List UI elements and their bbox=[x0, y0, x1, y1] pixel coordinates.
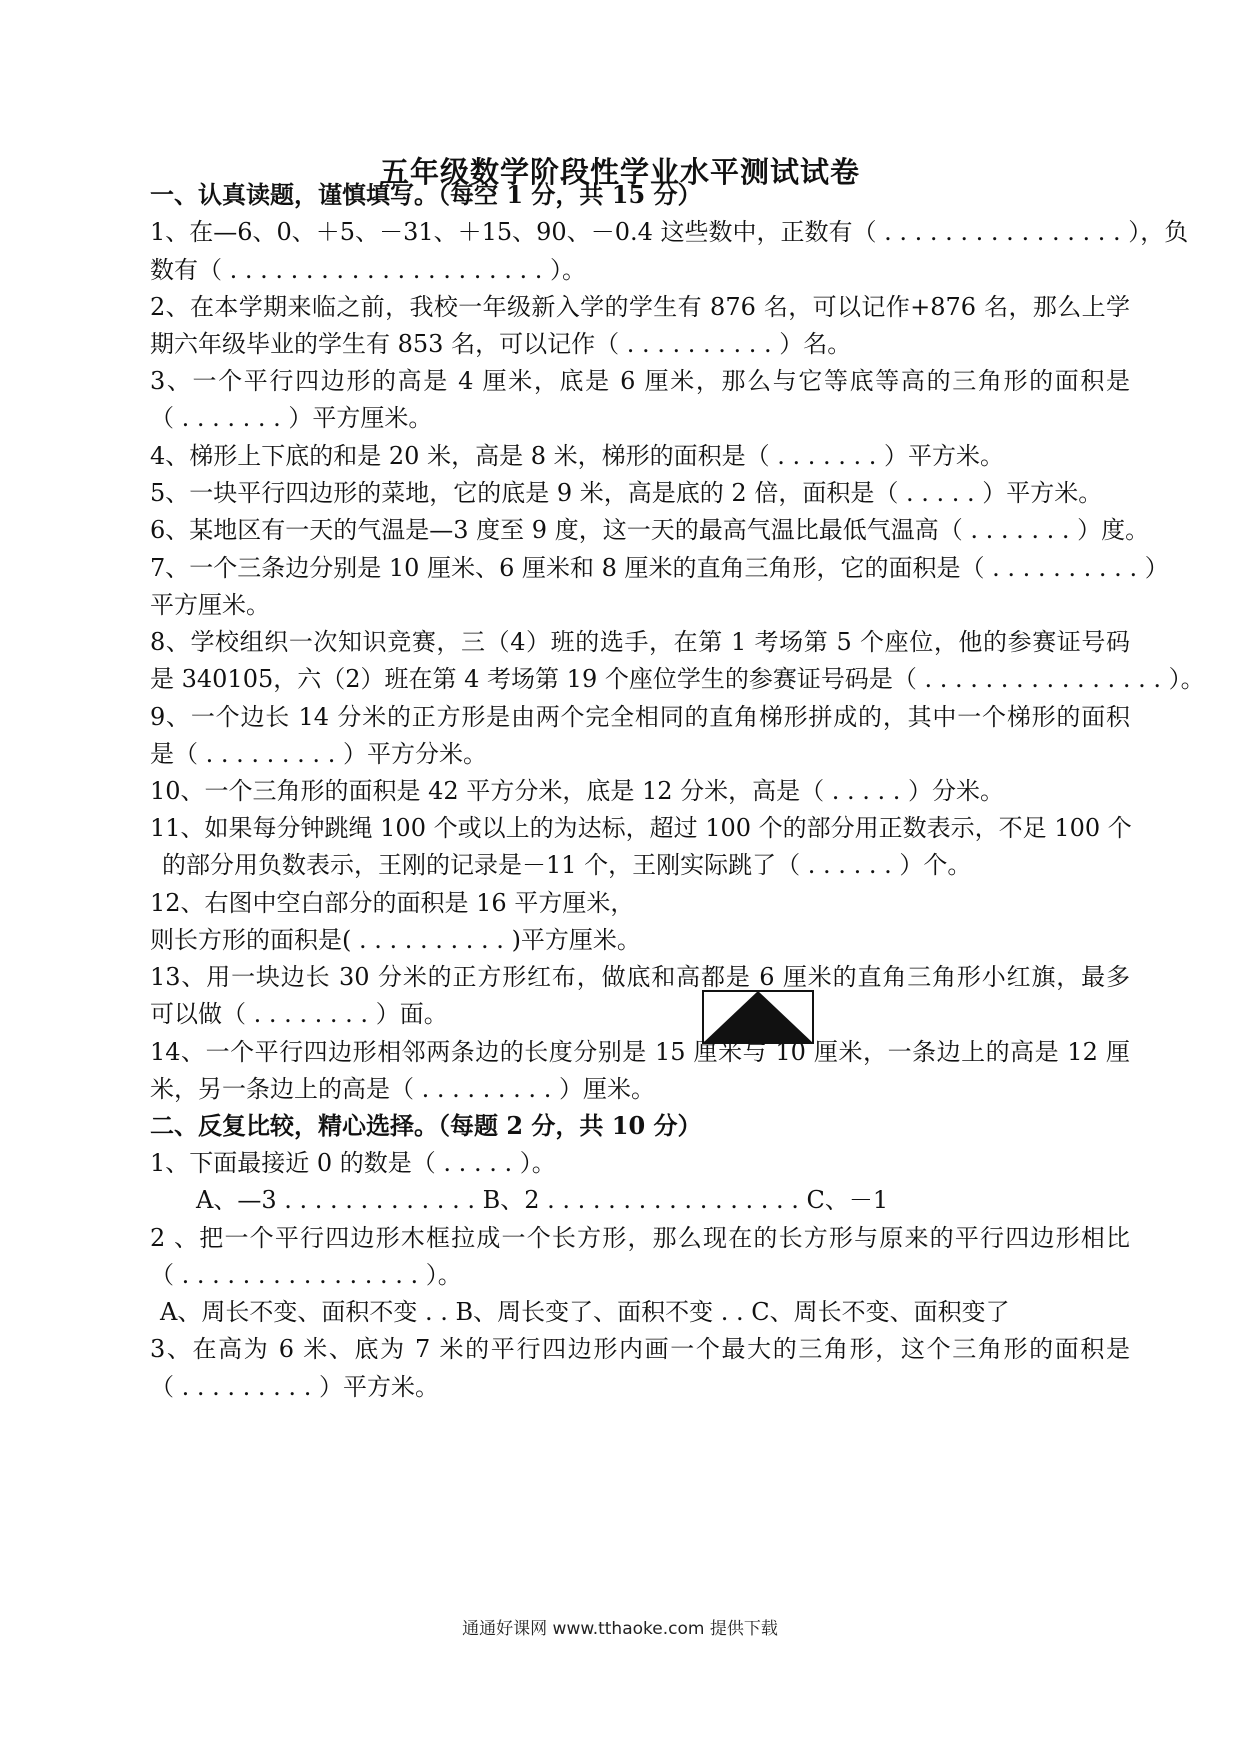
choice-question-2-options: A、周长不变、面积不变 . . B、周长变了、面积不变 . . C、周长不变、面积变了 bbox=[160, 1298, 1010, 1326]
question-7-line-2: 平方厘米。 bbox=[150, 591, 270, 619]
question-1-line-2: 数有（ . . . . . . . . . . . . . . . . . . . . . ）。 bbox=[150, 256, 587, 284]
choice-question-3-line-1: 3、在高为 6 米、底为 7 米的平行四边形内画一个最大的三角形，这个三角形的面积是 bbox=[150, 1335, 1130, 1363]
question-9-line-1: 9、一个边长 14 分米的正方形是由两个完全相同的直角梯形拼成的，其中一个梯形的面积 bbox=[150, 703, 1130, 731]
question-3-line-1: 3、一个平行四边形的高是 4 厘米，底是 6 厘米，那么与它等底等高的三角形的面积是 bbox=[150, 367, 1130, 395]
page-title: 五年级数学阶段性学业水平测试试卷 bbox=[379, 155, 860, 189]
question-14-line-2: 米，另一条边上的高是（ . . . . . . . . . ）厘米。 bbox=[150, 1075, 655, 1103]
question-6: 6、某地区有一天的气温是—3 度至 9 度，这一天的最高气温比最低气温高（ . . . . . . . ）度。 bbox=[150, 516, 1150, 544]
question-4: 4、梯形上下底的和是 20 米，高是 8 米，梯形的面积是（ . . . . . . . ）平方米。 bbox=[150, 442, 1005, 470]
choice-question-2-line-2: （ . . . . . . . . . . . . . . . . ）。 bbox=[150, 1261, 462, 1289]
page-footer: 通通好课网 www.tthaoke.com 提供下载 bbox=[462, 1619, 778, 1639]
question-7-line-1: 7、一个三条边分别是 10 厘米、6 厘米和 8 厘米的直角三角形，它的面积是（ . . . . . . . . . . ） bbox=[150, 554, 1169, 582]
section-2-heading: 二、反复比较，精心选择。（每题 2 分，共 10 分） bbox=[150, 1111, 702, 1140]
choice-question-1: 1、下面最接近 0 的数是（ . . . . . ）。 bbox=[150, 1149, 556, 1177]
question-8-line-2: 是 340105，六（2）班在第 4 考场第 19 个座位学生的参赛证号码是（ . . . . . . . . . . . . . . . . ）。 bbox=[150, 665, 1205, 693]
question-14-line-1: 14、一个平行四边形相邻两条边的长度分别是 15 厘米与 10 厘米，一条边上的高是 12 厘 bbox=[150, 1038, 1130, 1066]
question-12-line-1: 12、右图中空白部分的面积是 16 平方厘米， bbox=[150, 889, 635, 917]
question-8-line-1: 8、学校组织一次知识竞赛，三（4）班的选手，在第 1 考场第 5 个座位，他的参赛证号码 bbox=[150, 628, 1130, 656]
question-12-line-2: 则长方形的面积是( . . . . . . . . . . )平方厘米。 bbox=[150, 926, 641, 954]
question-13-line-2: 可以做（ . . . . . . . . ）面。 bbox=[150, 1000, 448, 1028]
choice-question-3-line-2: （ . . . . . . . . . ）平方米。 bbox=[150, 1373, 439, 1401]
question-2-line-1: 2、在本学期来临之前，我校一年级新入学的学生有 876 名，可以记作+876 名，那么上学 bbox=[150, 293, 1130, 321]
question-11-line-2: 的部分用负数表示，王刚的记录是－11 个，王刚实际跳了（ . . . . . . ）个。 bbox=[162, 851, 972, 879]
choice-question-2-line-1: 2 、把一个平行四边形木框拉成一个长方形，那么现在的长方形与原来的平行四边形相比 bbox=[150, 1224, 1130, 1252]
question-5: 5、一块平行四边形的菜地，它的底是 9 米，高是底的 2 倍，面积是（ . . . . . ）平方米。 bbox=[150, 479, 1103, 507]
question-2-line-2: 期六年级毕业的学生有 853 名，可以记作（ . . . . . . . . . . ）名。 bbox=[150, 330, 852, 358]
question-13-line-1: 13、用一块边长 30 分米的正方形红布，做底和高都是 6 厘米的直角三角形小红旗，最多 bbox=[150, 963, 1130, 991]
question-11-line-1: 11、如果每分钟跳绳 100 个或以上的为达标，超过 100 个的部分用正数表示，不足 100 个 bbox=[150, 814, 1132, 842]
question-1-line-1: 1、在—6、0、＋5、－31、＋15、90、－0.4 这些数中，正数有（ . . . . . . . . . . . . . . . . ），负 bbox=[150, 218, 1189, 246]
question-10: 10、一个三角形的面积是 42 平方分米，底是 12 分米，高是（ . . . . . ）分米。 bbox=[150, 777, 1005, 805]
choice-question-1-options: A、—3 . . . . . . . . . . . . . B、2 . . . . . . . . . . . . . . . . . C、－1 bbox=[196, 1186, 889, 1214]
question-9-line-2: 是（ . . . . . . . . . ）平方分米。 bbox=[150, 740, 487, 768]
section-1-heading: 一、认真读题，谨慎填写。（每空 1 分，共 15 分） bbox=[150, 180, 702, 209]
question-3-line-2: （ . . . . . . . ）平方厘米。 bbox=[150, 404, 433, 432]
